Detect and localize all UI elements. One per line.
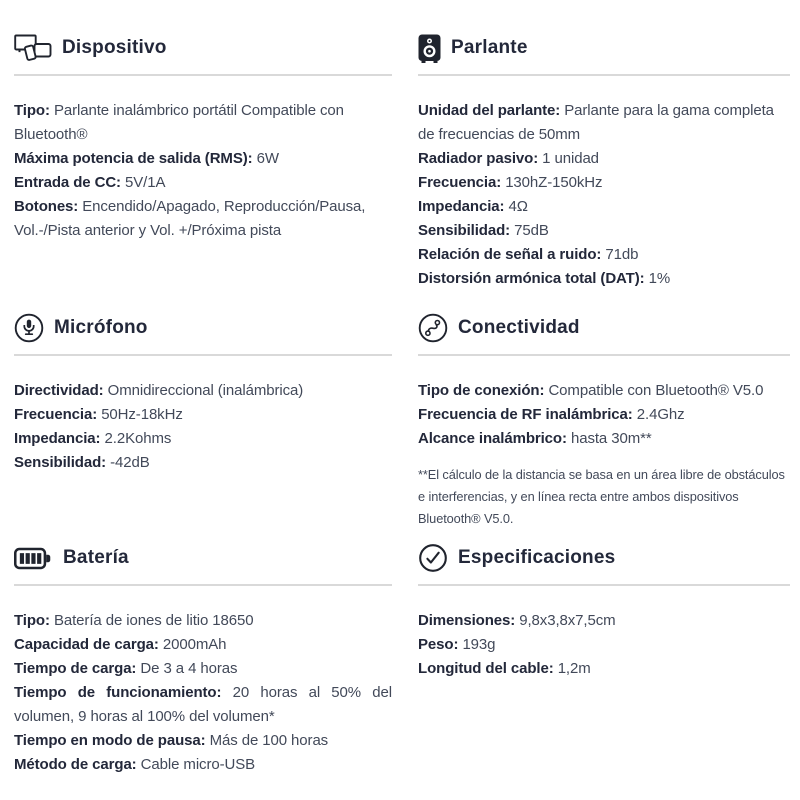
- section-parlante: [418, 33, 790, 313]
- spec-list: [14, 609, 392, 777]
- spec-label: Tipo de conexión:: [418, 382, 545, 399]
- spec-value: Omnidireccional (inalámbrica): [107, 382, 304, 399]
- section-title: Parlante: [451, 37, 528, 58]
- section-divider: [418, 584, 790, 586]
- spec-label: Peso:: [418, 636, 459, 653]
- spec-list: [14, 99, 392, 243]
- section-header: [14, 313, 392, 343]
- spec-value: 2000mAh: [162, 636, 227, 653]
- spec-label: Directividad:: [14, 382, 104, 399]
- check-circle-icon: [418, 543, 448, 573]
- distance-footnote: **El cálculo de la distancia se basa en un área libre de obstáculos e interferencias, y en línea recta entre ambos dispositivos Bluetooth® V5.0.: [418, 467, 785, 526]
- spec-row: [14, 427, 392, 451]
- battery-icon: [14, 546, 53, 571]
- spec-value: 6W: [256, 150, 279, 167]
- spec-value: 9,8x3,8x7,5cm: [519, 612, 616, 629]
- section-title: Micrófono: [54, 317, 148, 338]
- spec-row: [14, 729, 392, 753]
- spec-row: [14, 609, 392, 633]
- spec-value: -42dB: [110, 454, 150, 471]
- spec-value: De 3 a 4 horas: [140, 660, 238, 677]
- spec-row: [418, 195, 790, 219]
- spec-value: Cable micro-USB: [140, 756, 256, 773]
- spec-label: Tiempo de carga:: [14, 660, 137, 677]
- section-title: Conectividad: [458, 317, 580, 338]
- spec-label: Relación de señal a ruido:: [418, 246, 602, 263]
- spec-row: [14, 147, 392, 171]
- spec-row: [14, 99, 392, 147]
- spec-row: [418, 379, 790, 403]
- section-microfono: [14, 313, 392, 543]
- section-especificaciones: [418, 543, 790, 800]
- spec-row: [418, 657, 790, 681]
- spec-row: [418, 99, 790, 147]
- cable-connection-icon: [418, 313, 448, 343]
- spec-row: [418, 219, 790, 243]
- spec-label: Frecuencia:: [418, 174, 502, 191]
- spec-row: [14, 171, 392, 195]
- spec-row: [418, 609, 790, 633]
- section-divider: [418, 74, 790, 76]
- spec-value: 50Hz-18kHz: [101, 406, 183, 423]
- spec-label: Unidad del parlante:: [418, 102, 561, 119]
- section-title: Especificaciones: [458, 547, 616, 568]
- spec-value: 20 horas al 50% del volumen, 9 horas al 100% del volumen*: [14, 684, 392, 725]
- spec-label: Impedancia:: [418, 198, 505, 215]
- spec-value: 193g: [462, 636, 496, 653]
- spec-value: 2.4Ghz: [636, 406, 685, 423]
- spec-value: hasta 30m**: [570, 430, 652, 447]
- spec-label: Dimensiones:: [418, 612, 516, 629]
- microphone-icon: [14, 313, 44, 343]
- spec-value: Compatible con Bluetooth® V5.0: [548, 382, 764, 399]
- spec-row: [14, 633, 392, 657]
- section-conectividad: [418, 313, 790, 543]
- spec-label: Sensibilidad:: [418, 222, 511, 239]
- spec-label: Tipo:: [14, 612, 50, 629]
- spec-row: [418, 267, 790, 291]
- spec-row: [14, 403, 392, 427]
- spec-row: [14, 753, 392, 777]
- spec-value: 2.2Kohms: [104, 430, 172, 447]
- spec-label: Alcance inalámbrico:: [418, 430, 567, 447]
- spec-value: 71db: [605, 246, 639, 263]
- spec-label: Frecuencia:: [14, 406, 98, 423]
- spec-label: Tiempo en modo de pausa:: [14, 732, 206, 749]
- spec-label: Impedancia:: [14, 430, 101, 447]
- section-title: Dispositivo: [62, 37, 167, 58]
- spec-label: Tiempo de funcionamiento:: [14, 684, 222, 701]
- spec-row: [418, 243, 790, 267]
- spec-label: Entrada de CC:: [14, 174, 121, 191]
- spec-list: [14, 379, 392, 475]
- spec-value: 1,2m: [557, 660, 591, 677]
- spec-value: 4Ω: [508, 198, 528, 215]
- spec-label: Capacidad de carga:: [14, 636, 159, 653]
- spec-value: Encendido/Apagado, Reproducción/Pausa, Vol.-/Pista anterior y Vol. +/Próxima pista: [14, 198, 366, 239]
- spec-value: Batería de iones de litio 18650: [53, 612, 254, 629]
- spec-value: 5V/1A: [125, 174, 166, 191]
- section-divider: [14, 74, 392, 76]
- devices-icon: [14, 33, 52, 63]
- spec-row: [14, 451, 392, 475]
- section-bateria: [14, 543, 392, 800]
- spec-value: 1%: [648, 270, 671, 287]
- section-header: [14, 33, 392, 63]
- spec-label: Método de carga:: [14, 756, 137, 773]
- spec-row: [14, 657, 392, 681]
- spec-label: Botones:: [14, 198, 79, 215]
- section-dispositivo: [14, 33, 392, 313]
- spec-label: Tipo:: [14, 102, 50, 119]
- spec-row: [14, 379, 392, 403]
- spec-label: Distorsión armónica total (DAT):: [418, 270, 645, 287]
- spec-row: [14, 681, 392, 729]
- section-header: [14, 543, 392, 573]
- section-header: [418, 33, 790, 63]
- spec-label: Radiador pasivo:: [418, 150, 539, 167]
- spec-value: 1 unidad: [542, 150, 599, 167]
- spec-value: Parlante para la gama completa de frecuencias de 50mm: [418, 102, 774, 143]
- spec-row: [418, 403, 790, 427]
- spec-label: Frecuencia de RF inalámbrica:: [418, 406, 633, 423]
- spec-row: [418, 147, 790, 171]
- section-divider: [14, 354, 392, 356]
- spec-value: Parlante inalámbrico portátil Compatible con Bluetooth®: [14, 102, 344, 143]
- section-divider: [418, 354, 790, 356]
- section-header: [418, 313, 790, 343]
- spec-value: 75dB: [514, 222, 549, 239]
- spec-value: Más de 100 horas: [209, 732, 329, 749]
- section-divider: [14, 584, 392, 586]
- spec-row: [418, 171, 790, 195]
- spec-label: Máxima potencia de salida (RMS):: [14, 150, 253, 167]
- spec-value: 130hZ-150kHz: [505, 174, 603, 191]
- spec-row: [14, 195, 392, 243]
- section-header: [418, 543, 790, 573]
- section-title: Batería: [63, 547, 129, 568]
- spec-row: [418, 633, 790, 657]
- spec-list: [418, 609, 790, 681]
- spec-label: Sensibilidad:: [14, 454, 107, 471]
- spec-row: [418, 427, 790, 451]
- speaker-icon: [418, 34, 441, 63]
- spec-label: Longitud del cable:: [418, 660, 554, 677]
- spec-list: [418, 379, 790, 451]
- spec-list: [418, 99, 790, 291]
